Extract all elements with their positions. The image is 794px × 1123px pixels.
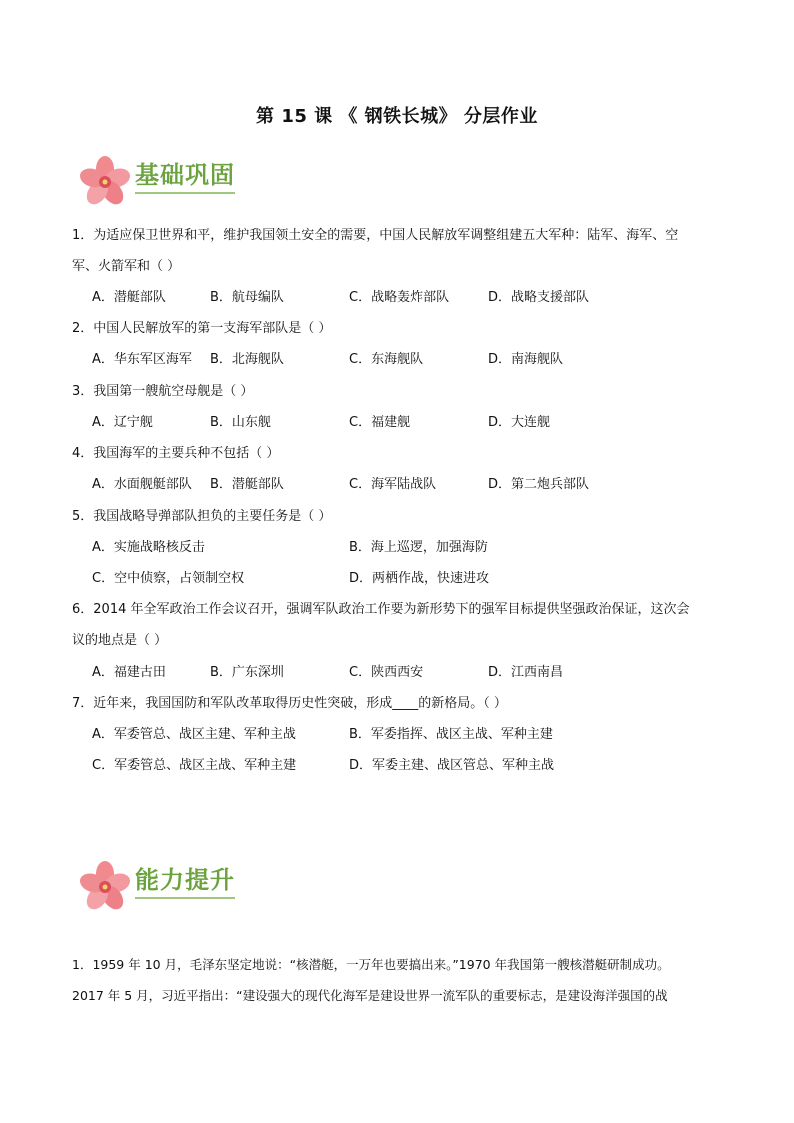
section-title-basics: 基础巩固 [135,160,235,194]
question-4-line-1: 4．我国海军的主要兵种不包括（ ） [72,446,280,461]
advanced-question-line-2: 2017 年 5 月，习近平指出：“建设强大的现代化海军是建设世界一流军队的重要标志，是建设海洋强国的战 [72,988,668,1003]
q2-option-d[interactable]: D．南海舰队 [488,352,564,367]
question-6-line-2: 议的地点是（ ） [72,633,168,648]
q4-option-c[interactable]: C．海军陆战队 [349,477,437,492]
page-title: 第 15 课 《 钢铁长城》 分层作业 [256,106,538,127]
q1-option-a[interactable]: A．潜艇部队 [92,290,166,305]
q5-option-c[interactable]: C．空中侦察，占领制空权 [92,571,245,586]
section-title-advanced: 能力提升 [135,865,235,899]
q7-option-b[interactable]: B．军委指挥、战区主战、军种主建 [349,727,553,742]
q2-option-c[interactable]: C．东海舰队 [349,352,424,367]
section-header-advanced [75,857,335,917]
q7-option-a[interactable]: A．军委管总、战区主建、军种主战 [92,727,296,742]
question-1-line-2: 军、火箭军和（ ） [72,259,181,274]
q5-option-b[interactable]: B．海上巡逻，加强海防 [349,540,488,555]
q6-option-a[interactable]: A．福建古田 [92,665,166,680]
q5-option-d[interactable]: D．两栖作战，快速进攻 [349,571,490,586]
question-1-line-1: 1．为适应保卫世界和平，维护我国领土安全的需要，中国人民解放军调整组建五大军种：陆军、海军、空 [72,228,679,243]
question-2-line-1: 2．中国人民解放军的第一支海军部队是（ ） [72,321,332,336]
question-5-line-1: 5．我国战略导弹部队担负的主要任务是（ ） [72,509,332,524]
q3-option-b[interactable]: B．山东舰 [210,415,271,430]
q6-option-c[interactable]: C．陕西西安 [349,665,424,680]
q2-option-a[interactable]: A．华东军区海军 [92,352,192,367]
q4-option-b[interactable]: B．潜艇部队 [210,477,284,492]
q2-option-b[interactable]: B．北海舰队 [210,352,284,367]
q3-option-d[interactable]: D．大连舰 [488,415,551,430]
q4-option-d[interactable]: D．第二炮兵部队 [488,477,590,492]
q1-option-b[interactable]: B．航母编队 [210,290,284,305]
question-7-line-1: 7．近年来，我国国防和军队改革取得历史性突破，形成____的新格局。（ ） [72,696,507,711]
q6-option-d[interactable]: D．江西南昌 [488,665,564,680]
q3-option-c[interactable]: C．福建舰 [349,415,411,430]
q7-option-d[interactable]: D．军委主建、战区管总、军种主战 [349,758,555,773]
q4-option-a[interactable]: A．水面舰艇部队 [92,477,192,492]
flower-icon [75,857,135,917]
q6-option-b[interactable]: B．广东深圳 [210,665,284,680]
q1-option-c[interactable]: C．战略轰炸部队 [349,290,450,305]
section-header-basics [75,152,335,212]
advanced-question-line-1: 1．1959 年 10 月，毛泽东坚定地说：“核潜艇，一万年也要搞出来。”1970 年我国第一艘核潜艇研制成功。 [72,957,670,972]
question-3-line-1: 3．我国第一艘航空母舰是（ ） [72,384,254,399]
q1-option-d[interactable]: D．战略支援部队 [488,290,590,305]
q3-option-a[interactable]: A．辽宁舰 [92,415,153,430]
q7-option-c[interactable]: C．军委管总、战区主战、军种主建 [92,758,297,773]
flower-icon [75,152,135,212]
q5-option-a[interactable]: A．实施战略核反击 [92,540,205,555]
question-6-line-1: 6．2014 年全军政治工作会议召开，强调军队政治工作要为新形势下的强军目标提供坚强政治保证，这次会 [72,602,690,617]
